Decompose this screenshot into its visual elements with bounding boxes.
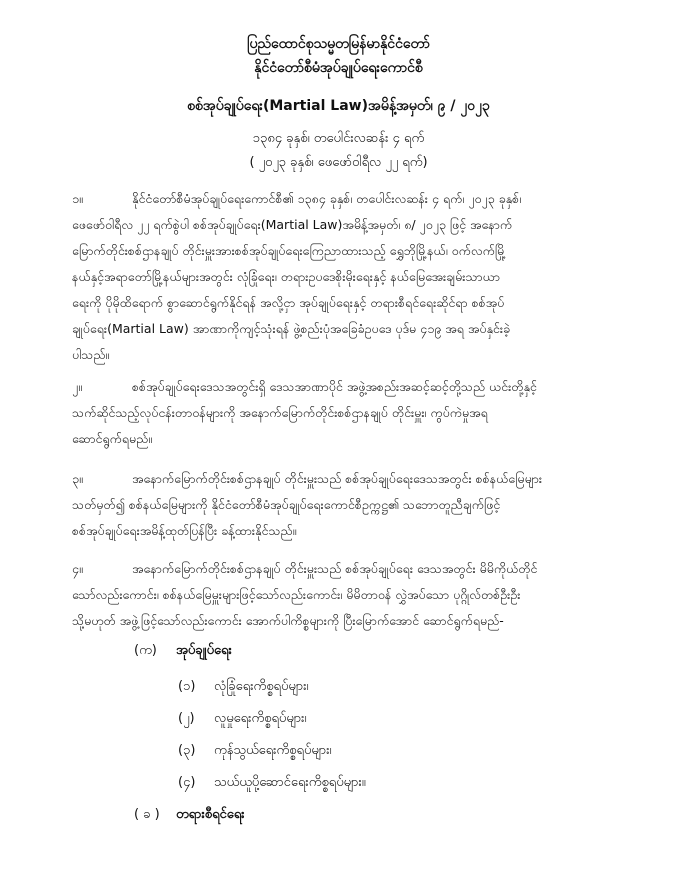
country-name: ပြည်ထောင်စုသမ္မတမြန်မာနိုင်ငံတော် [247,36,430,52]
paragraph-line: မြောက်တိုင်းစစ်ဌာနချုပ် တိုင်းမှူးအားစစ်အုပ်ချုပ်ရေးကြေညာထားသည့် ရွှေဘိုမြို့နယ်၊ ဝက်လက်မြို့ [72,243,507,258]
paragraph-line: သက်ဆိုင်သည့်လုပ်ငန်းတာဝန်များကို အနောက်မြောက်တိုင်းစစ်ဌာနချုပ် တိုင်းမှူး၊ ကွပ်ကဲမှုအရ [72,405,488,420]
paragraph-line: ဆောင်ရွက်ရမည်။ [72,431,153,446]
paragraph-2 [72,374,618,452]
council-name: နိုင်ငံတော်စီမံအုပ်ချုပ်ရေးကောင်စီ [254,60,423,76]
item-text: လုံခြုံရေးကိစ္စရပ်များ၊ [214,679,309,694]
paragraph-number: ၂။ [72,379,82,394]
paragraph-line: နယ်နှင့်အရာတော်မြို့နယ်များအတွင်း လုံခြုံရေး၊ တရားဥပဒေစိုးမိုးရေးနှင့် နယ်မြေအေးချမ်းသာယာ [72,269,500,284]
paragraph-line: ဖေဖော်ဝါရီလ ၂၂ ရက်စွဲပါ စစ်အုပ်ချုပ်ရေး(Martial Law)အမိန့်အမှတ်၊ ၈/ ၂၀၂၃ ဖြင့် အနောက် [72,217,513,232]
item-text: ကုန်သွယ်ရေးကိစ္စရပ်များ၊ [214,743,332,758]
paragraph-line: ၁။ နိုင်ငံတော်စီမံအုပ်ချုပ်ရေးကောင်စီ၏ ၁၃၈၄ ခုနှစ်၊ တပေါင်းလဆန်း ၄ ရက်၊ ၂၀၂၃ ခုနှစ်၊ [72,186,618,212]
list-item [178,774,366,793]
list-item [178,678,309,697]
paragraph-line: သတ်မှတ်၍ စစ်နယ်မြေများကို နိုင်ငံတော်စီမံအုပ်ချုပ်ရေးကောင်စီဥက္ကဋ္ဌ၏ သဘောတူညီချက်ဖြင့် [72,497,501,512]
item-mark: (၁) [178,679,196,694]
item-text: သယ်ယူပို့ဆောင်ရေးကိစ္စရပ်များ။ [214,775,366,790]
paragraph-line: သို့မဟုတ် အဖွဲ့ဖြင့်သော်လည်းကောင်း အောက်ပါကိစ္စများကို ပြီးမြောက်အောင် ဆောင်ရွက်ရမည်- [72,613,504,628]
paragraph-line: ပါသည်။ [72,347,110,362]
item-mark: (၂) [178,711,195,726]
paragraph-number: ၄။ [72,561,83,576]
section-mark: (က) [134,643,157,658]
item-mark: (၃) [178,743,196,758]
section-ka-heading [134,642,232,661]
item-mark: (၄) [178,775,196,790]
paragraph-line: ချုပ်ရေး(Martial Law) အာဏာကိုကျင့်သုံးရန် ဖွဲ့စည်းပုံအခြေခံဥပဒေ ပုဒ်မ ၄၁၉ အရ အပ်နှင်းခဲ့ [72,321,511,336]
paragraph-3 [72,466,618,544]
item-text: လူမှုရေးကိစ္စရပ်များ၊ [214,711,307,726]
paragraph-1 [72,186,618,368]
date-gregorian: ( ၂၀၂၃ ခုနှစ်၊ ဖေဖော်ဝါရီလ ၂၂ ရက်) [249,155,428,170]
list-item [178,710,307,729]
paragraph-number: ၁။ [72,191,83,206]
paragraph-line: ၂။ စစ်အုပ်ချုပ်ရေးဒေသအတွင်းရှိ ဒေသအာဏာပိုင် အဖွဲ့အစည်းအဆင့်ဆင့်တို့သည် ယင်းတို့နှင့် [72,374,618,400]
section-mark: ( ခ ) [134,807,160,822]
paragraph-line: ၃။ အနောက်မြောက်တိုင်းစစ်ဌာနချုပ် တိုင်းမှူးသည် စစ်အုပ်ချုပ်ရေးဒေသအတွင်း စစ်နယ်မြေများ [72,466,618,492]
section-kha-heading [134,806,245,825]
paragraph-4 [72,556,618,634]
list-item [178,742,332,761]
section-title: တရားစီရင်ရေး [176,807,245,822]
paragraph-line: စစ်အုပ်ချုပ်ရေးအမိန့်ထုတ်ပြန်ပြီး ခန့်ထားနိုင်သည်။ [72,523,297,538]
paragraph-line: ၄။ အနောက်မြောက်တိုင်းစစ်ဌာနချုပ် တိုင်းမှူးသည် စစ်အုပ်ချုပ်ရေး ဒေသအတွင်း မိမိကိုယ်တိုင် [72,556,618,582]
paragraph-line: သော်လည်းကောင်း၊ စစ်နယ်မြေမှူးများဖြင့်သော်လည်းကောင်း၊ မိမိတာဝန် လွှဲအပ်သော ပုဂ္ဂိုလ်တစ်ဦးဦး [72,587,521,602]
order-title: စစ်အုပ်ချုပ်ရေး(Martial Law)အမိန့်အမှတ်၊ ၉ / ၂၀၂၃ [187,98,490,114]
section-title: အုပ်ချုပ်ရေး [176,643,232,658]
paragraph-line: ရေးကို ပိုမိုထိရောက် စွာဆောင်ရွက်နိုင်ရန် အလို့ငှာ အုပ်ချုပ်ရေးနှင့် တရားစီရင်ရေးဆိုင်ရာ စစ်အုပ် [72,295,505,310]
paragraph-number: ၃။ [72,471,83,486]
date-myanmar: ၁၃၈၄ ခုနှစ်၊ တပေါင်းလဆန်း ၄ ရက် [252,131,425,146]
